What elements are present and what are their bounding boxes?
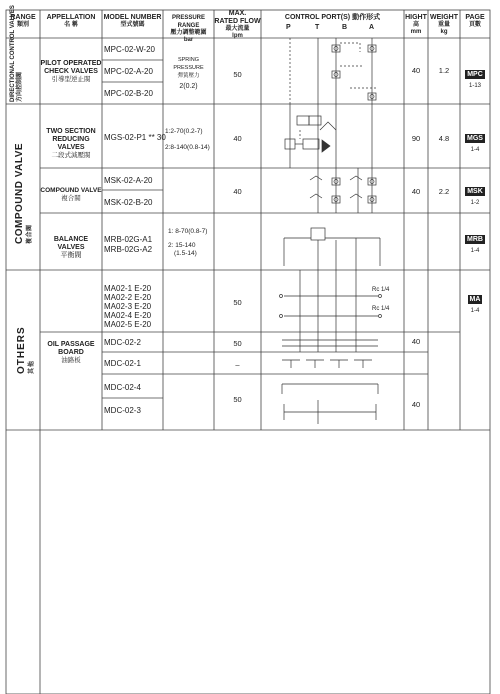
msk-name-zh: 複合閥 <box>61 195 81 202</box>
header-range-zh: 類別 <box>16 22 29 28</box>
section-compound-label <box>14 143 36 244</box>
mdc-name-zh: 油路板 <box>61 357 81 364</box>
mdc-name-line1: OIL PASSAGE <box>47 341 95 348</box>
mpc-flow: 50 <box>233 70 242 79</box>
mpc-model-1: MPC-02-W-20 <box>104 45 155 54</box>
mgs-pressure-2: 2:8-140(0.8-14) <box>165 144 210 151</box>
mpc-name-zh: 引導型逆止閥 <box>51 76 91 83</box>
mgs-pressure <box>165 124 210 156</box>
header-weight <box>428 14 460 36</box>
section-directional-en: DIRECTIONAL CONTROL VALVES <box>10 5 16 102</box>
mdc-hight-top: 40 <box>411 337 421 346</box>
mgs-appellation <box>40 128 102 160</box>
mpc-appellation <box>40 60 102 84</box>
mgs-name-line2: REDUCING VALVES <box>52 136 90 151</box>
section-others-en: OTHERS <box>16 326 27 374</box>
section-others-label <box>16 326 38 374</box>
mgs-circuit-symbol <box>285 104 372 168</box>
mrb-appellation <box>40 236 102 260</box>
header-hight-zh: 高 <box>412 22 419 28</box>
section-others-zh: 其他 <box>29 359 35 374</box>
mrb-name-en: BALANCE VALVES <box>53 236 89 251</box>
msk-tag[interactable]: MSK <box>467 188 483 195</box>
msk-appellation <box>40 187 102 203</box>
header-model-en: MODEL NUMBER <box>103 14 162 21</box>
header-appellation-zh: 名 稱 <box>64 22 78 28</box>
header-appellation-en: APPELLATION <box>46 14 96 21</box>
header-pressure-zh: 壓力調整範圍 <box>170 30 207 36</box>
mpc-model-2: MPC-02-A-20 <box>104 67 153 76</box>
header-weight-en: WEIGHT <box>430 14 458 21</box>
ma-page: 1-4 <box>470 308 480 314</box>
mgs-page: 1-4 <box>470 147 480 153</box>
mdc-flow-bottom: 50 <box>233 395 242 404</box>
ma-port-rc2: Rc 1/4 <box>372 306 390 312</box>
mpc-pressure-value: 2(0.2) <box>179 83 198 90</box>
msk-flow: 40 <box>233 187 242 196</box>
header-flow-unit: lpm <box>232 33 243 39</box>
ma-page-ref[interactable] <box>462 288 488 314</box>
header-pressure-unit: bar <box>183 37 194 43</box>
header-flow-en1: MAX. <box>228 10 247 17</box>
mrb-pressure-1: 1: 8-70(0.8-7) <box>168 228 208 235</box>
mgs-flow: 40 <box>233 134 242 143</box>
header-page <box>460 14 490 29</box>
header-page-zh: 頁數 <box>468 22 481 28</box>
header-flow-en2: RATED FLOW <box>214 18 261 25</box>
msk-circuit-symbol <box>310 168 376 213</box>
header-page-en: PAGE <box>465 14 485 21</box>
mpc-pressure-zh: 彈簧壓力 <box>177 73 200 79</box>
mrb-page-ref[interactable] <box>462 228 488 254</box>
msk-page: 1-2 <box>470 200 480 206</box>
msk-page-ref[interactable] <box>462 180 488 206</box>
mrb-tag[interactable]: MRB <box>467 236 483 243</box>
header-pressure-en: PRESSURE RANGE <box>171 15 205 29</box>
mdc-appellation <box>40 341 102 365</box>
mpc-model-3: MPC-02-B-20 <box>104 89 153 98</box>
mrb-name-zh: 平衡閥 <box>60 252 82 259</box>
section-compound-en: COMPOUND VALVE <box>14 142 25 244</box>
msk-name-en: COMPOUND VALVE <box>40 187 102 194</box>
header-range-en: RANGE <box>10 14 36 21</box>
header-hight-unit: mm <box>410 29 422 35</box>
header-port-p: P <box>286 24 291 31</box>
mdc-name-line2: BOARD <box>58 349 84 356</box>
mrb-pressure-3: (1.5-14) <box>174 250 197 257</box>
msk-model-2: MSK-02-B-20 <box>104 198 153 207</box>
ma-model-2: MA02-2 E-20 <box>104 293 152 302</box>
header-model <box>102 14 163 29</box>
header-appellation <box>40 14 102 29</box>
ma-tag[interactable]: MA <box>469 296 481 303</box>
mgs-pressure-1: 1:2-70(0.2-7) <box>165 128 203 135</box>
mgs-weight: 4.8 <box>438 134 450 143</box>
section-compound-zh: 複合閥 <box>27 224 33 244</box>
section-directional-label <box>10 5 24 102</box>
header-ports <box>261 14 404 22</box>
header-weight-unit: kg <box>440 29 448 35</box>
mgs-tag[interactable]: MGS <box>467 135 483 142</box>
header-port-t: T <box>315 24 320 31</box>
mdc-flow-dash: – <box>235 360 240 369</box>
header-model-zh: 型式號碼 <box>120 22 145 28</box>
mgs-hight: 90 <box>411 134 421 143</box>
mgs-name-line1: TWO SECTION <box>46 128 96 135</box>
mdc-model-2: MDC-02-2 <box>104 338 141 347</box>
header-pressure <box>163 14 214 44</box>
mrb-models <box>104 235 152 255</box>
mpc-pressure <box>163 56 214 91</box>
msk-hight: 40 <box>411 187 421 196</box>
ma-model-3: MA02-3 E-20 <box>104 302 152 311</box>
ma-flow: 50 <box>233 298 242 307</box>
ma-model-5: MA02-5 E-20 <box>104 320 152 329</box>
header-flow-zh: 最大流量 <box>225 26 250 32</box>
header-weight-zh: 重量 <box>437 22 450 28</box>
mpc-page: 1-13 <box>468 83 481 89</box>
ma-port-rc1: Rc 1/4 <box>372 287 390 293</box>
msk-model-1: MSK-02-A-20 <box>104 176 153 185</box>
mdc-hight-bottom: 40 <box>411 400 421 409</box>
header-hight-en: HIGHT <box>405 14 427 21</box>
mpc-tag[interactable]: MPC <box>467 71 483 78</box>
mpc-weight: 1.2 <box>438 66 450 75</box>
mrb-circuit-symbol <box>284 228 380 270</box>
mdc-flow-top: 50 <box>233 339 242 348</box>
header-hight <box>404 14 428 36</box>
ma-models <box>104 284 151 329</box>
mrb-model-1: MRB-02G-A1 <box>104 235 153 244</box>
ma-model-4: MA02-4 E-20 <box>104 311 152 320</box>
msk-weight: 2.2 <box>438 187 450 196</box>
header-port-b: B <box>342 24 348 31</box>
mpc-hight: 40 <box>411 66 421 75</box>
mpc-pressure-en: SPRING PRESSURE <box>173 57 204 71</box>
mrb-model-2: MRB-02G-A2 <box>104 245 153 254</box>
header-flow <box>214 10 261 40</box>
ma-circuit-symbol <box>280 270 382 332</box>
header-port-a: A <box>369 24 375 31</box>
mgs-model: MGS-02-P1 ** 30 <box>104 133 166 142</box>
mdc-model-4: MDC-02-4 <box>104 383 141 392</box>
ma-model-1: MA02-1 E-20 <box>104 284 152 293</box>
mpc-name-line2: CHECK VALVES <box>44 68 98 75</box>
header-ports-en: CONTROL PORT(S) 動作形式 <box>284 14 381 21</box>
mpc-circuit-symbol <box>290 38 376 104</box>
mrb-pressure <box>168 228 207 258</box>
mdc-model-1: MDC-02-1 <box>104 359 141 368</box>
mpc-page-ref[interactable] <box>462 63 488 89</box>
section-directional-zh: 方向控制閥 <box>17 71 23 102</box>
mgs-name-zh: 二段式減壓閥 <box>51 152 91 159</box>
mrb-page: 1-4 <box>470 248 480 254</box>
mdc-model-3: MDC-02-3 <box>104 406 141 415</box>
mpc-name-line1: PILOT OPERATED <box>40 60 102 67</box>
mgs-page-ref[interactable] <box>462 127 488 153</box>
mdc-circuit-symbol <box>282 332 378 424</box>
mrb-pressure-2: 2: 15-140 <box>168 242 196 249</box>
